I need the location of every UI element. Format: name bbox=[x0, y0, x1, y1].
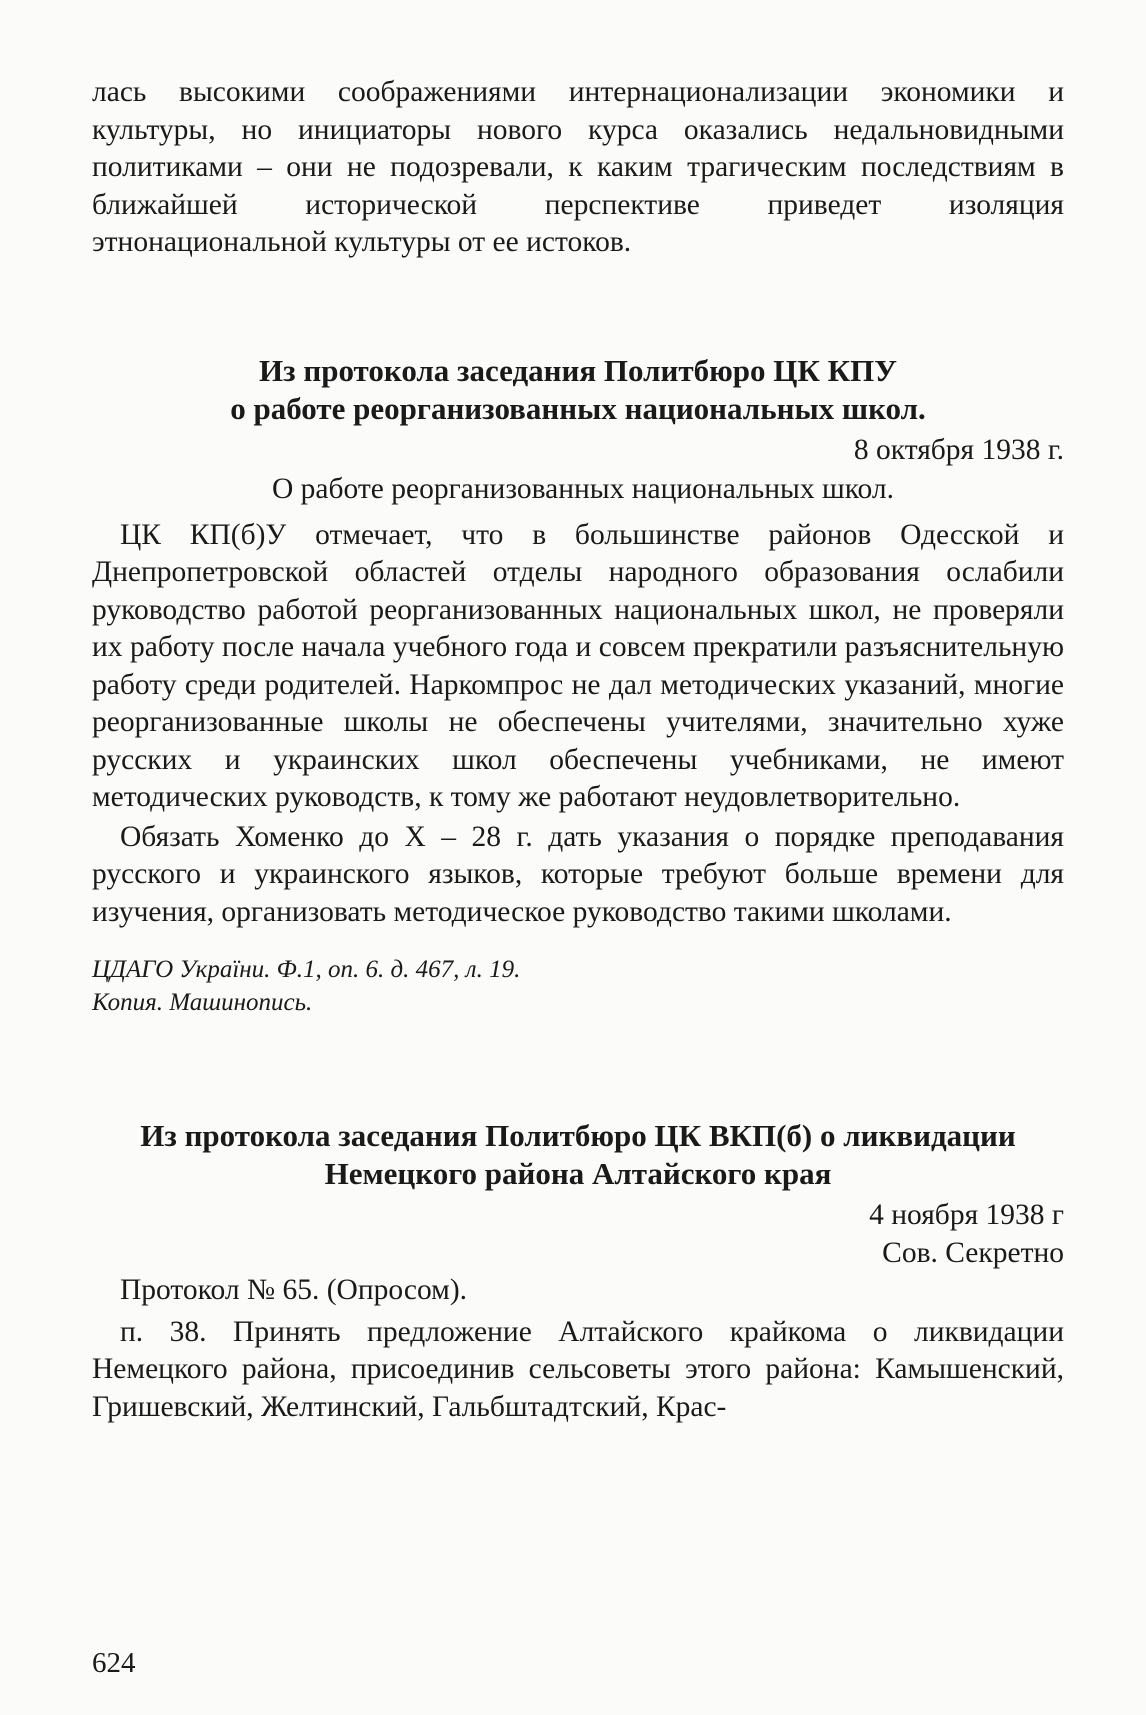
doc1-source bbox=[92, 953, 1064, 1019]
doc1-date: 8 октября 1938 г. bbox=[853, 433, 1064, 466]
page-number: 624 bbox=[92, 1647, 136, 1679]
doc2-protocol: Протокол № 65. (Опросом). bbox=[120, 1274, 468, 1306]
doc2-classification: Сов. Секретно bbox=[882, 1236, 1064, 1269]
doc1-source-format: Копия. Машинопись. bbox=[92, 989, 313, 1016]
document-1 bbox=[92, 352, 1064, 1020]
doc1-title-line-1: Из протокола заседания Политбюро ЦК КПУ bbox=[259, 352, 897, 388]
doc2-date: 4 ноября 1938 г bbox=[869, 1199, 1064, 1231]
document-2 bbox=[92, 1117, 1064, 1426]
doc1-title-line-2: о работе реорганизованных национальных школ. bbox=[230, 390, 926, 426]
doc2-title-line-2: Немецкого района Алтайского края bbox=[324, 1156, 832, 1191]
section-spacer bbox=[92, 262, 1064, 352]
doc2-paragraph-1: п. 38. Принять предложение Алтайского крайкома о ликвидации Немецкого района, присоединив сельсоветы этого района: Камышенский, Гришевский, Желтинский, Гальбштадтский, Крас- bbox=[92, 1315, 1064, 1423]
intro-paragraph: лась высокими соображениями интернационализации экономики и культуры, но инициаторы нового курса оказались недальновидными политиками – они не подозревали, к каким трагическим последствиям в ближайшей исторической перспективе приведет изоляция этнонациональной культуры от ее истоков. bbox=[92, 76, 1064, 258]
doc1-paragraph-2: Обязать Хоменко до X – 28 г. дать указания о порядке преподавания русского и украинского языков, которые требуют больше времени для изучения, организовать методическое руководство такими школами. bbox=[92, 820, 1064, 928]
doc1-subject: О работе реорганизованных национальных школ. bbox=[271, 473, 894, 505]
doc2-title-line-1: Из протокола заседания Политбюро ЦК ВКП(б) о ликвидации bbox=[140, 1118, 1016, 1153]
doc1-source-archive: ЦДАГО України. Ф.1, оп. 6. д. 467, л. 19. bbox=[92, 956, 521, 983]
doc1-paragraph-1: ЦК КП(б)У отмечает, что в большинстве районов Одесской и Днепропетровской областей отделы народного образования ослабили руководство работой реорганизованных национальных школ, не проверяли их работу после начала учебного года и совсем прекратили разъяснительную работу среди родителей. Наркомпрос не дал методических указаний, многие реорганизованные школы не обеспечены учителями, значительно хуже русских и украинских школ обеспечены учебниками, не имеют методических руководств, к тому же работают неудовлетворительно. bbox=[92, 518, 1064, 813]
section-spacer bbox=[92, 1019, 1064, 1117]
